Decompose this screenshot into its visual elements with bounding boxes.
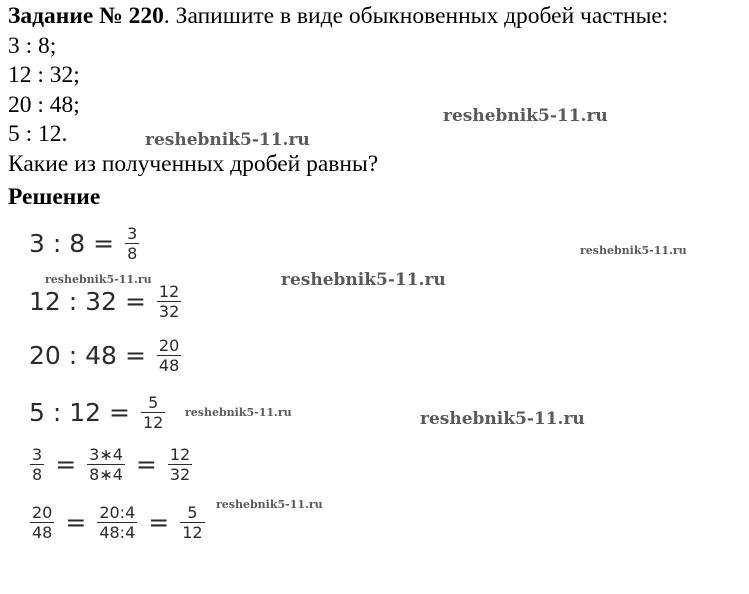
numerator: 20 [158,336,180,355]
denominator: 32 [169,465,191,484]
task-header [8,2,748,32]
task-title: Задание № 220 [8,3,164,29]
watermark: reshebnik5-11.ru [281,270,446,290]
fraction [141,393,165,432]
equals-sign: = [124,287,146,316]
watermark: reshebnik5-11.ru [185,406,292,419]
task-question: Какие из полученных дробей равны? [8,150,379,177]
solution-line [29,224,142,263]
solution-line [29,393,168,432]
numerator: 5 [187,503,198,522]
fraction [30,445,44,484]
numerator: 20 [32,503,53,522]
numerator: 20:4 [99,503,136,522]
denominator: 48:4 [99,523,136,542]
equals-sign: = [93,229,115,258]
numerator: 5 [148,393,159,412]
denominator: 32 [158,302,180,321]
watermark: reshebnik5-11.ru [216,498,323,511]
solution-heading: Решение [8,184,101,210]
task-item: 12 : 32; [8,62,80,88]
division-expression: 3 : 8 [29,229,86,258]
fraction [30,503,54,542]
equivalence-chain [27,503,208,542]
watermark: reshebnik5-11.ru [420,409,585,429]
numerator: 3∗4 [89,445,123,464]
equals-sign: = [124,341,146,370]
denominator: 8∗4 [89,465,123,484]
watermark: reshebnik5-11.ru [145,130,310,150]
solution-line [29,336,184,375]
fraction [87,445,125,484]
fraction [180,503,204,542]
fraction [97,503,137,542]
denominator: 48 [158,356,180,375]
equals-sign: = [55,450,77,479]
fraction [157,282,181,321]
equals-sign: = [135,450,157,479]
denominator: 8 [127,244,138,263]
fraction [125,224,139,263]
watermark: reshebnik5-11.ru [443,106,608,126]
equals-sign: = [148,508,170,537]
watermark: reshebnik5-11.ru [45,273,152,286]
task-item: 3 : 8; [8,32,57,59]
division-expression: 5 : 12 [29,398,102,427]
denominator: 8 [32,465,43,484]
task-item: 20 : 48; [8,91,80,118]
solution-line [29,282,184,321]
watermark: reshebnik5-11.ru [580,244,687,257]
task-item: 5 : 12. [8,121,68,147]
numerator: 12 [169,445,191,464]
equals-sign: = [65,508,87,537]
equivalence-chain [27,445,195,484]
equals-sign: = [109,398,130,427]
denominator: 12 [143,413,164,432]
task-instruction: . Запишите в виде обыкновенных дробей частные: [163,3,669,29]
division-expression: 20 : 48 [29,341,117,370]
denominator: 48 [32,523,53,542]
numerator: 3 [127,224,138,243]
numerator: 12 [158,282,180,301]
division-expression: 12 : 32 [29,287,117,316]
numerator: 3 [32,445,43,464]
fraction [168,445,192,484]
fraction [157,336,181,375]
denominator: 12 [182,523,203,542]
task-text [8,2,748,179]
